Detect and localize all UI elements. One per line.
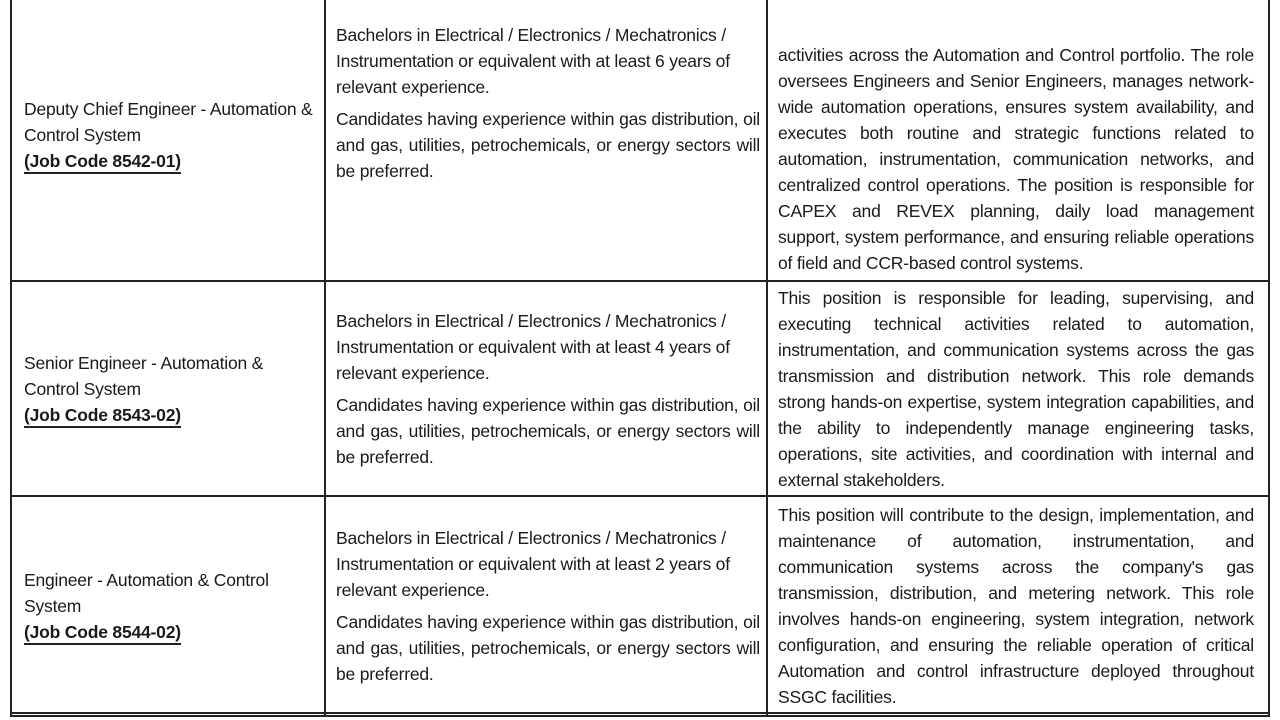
position-cell — [11, 0, 325, 281]
qualification-text: Bachelors in Electrical / Electronics / Mechatronics / Instrumentation or equivalent with at least 6 years of relevant experience. — [336, 25, 730, 97]
job-code: (Job Code 8544-02) — [24, 621, 181, 645]
position-title: Engineer - Automation & Control System — [24, 570, 269, 616]
job-table — [10, 0, 1270, 717]
position-cell — [11, 496, 325, 716]
job-code: (Job Code 8543-02) — [24, 404, 181, 428]
preference-text: Candidates having experience within gas distribution, oil and gas, utilities, petrochemicals, or energy sectors will be preferred. — [336, 109, 760, 181]
preference-text: Candidates having experience within gas distribution, oil and gas, utilities, petrochemicals, or energy sectors will be preferred. — [336, 394, 760, 467]
qualification-text: Bachelors in Electrical / Electronics / Mechatronics / Instrumentation or equivalent with at least 2 years of relevant experience. — [336, 528, 730, 600]
position-cell — [11, 281, 325, 496]
qualification-cell — [325, 281, 767, 496]
position-title: Deputy Chief Engineer - Automation & Control System — [24, 99, 313, 145]
table-row — [11, 0, 1269, 281]
position-title: Senior Engineer - Automation & Control System — [24, 352, 264, 399]
table-row — [11, 496, 1269, 716]
description-cell — [767, 496, 1269, 716]
qualification-cell — [325, 0, 767, 281]
job-code: (Job Code 8542-01) — [24, 150, 181, 174]
job-description: This position is responsible for leading, supervising, and executing technical activities related to automation, instrumentation, and communication systems across the gas transmission and distribution network. This role demands strong hands-on expertise, system integration capabilities, and the ability to independently manage engineering tasks, operations, site activities, and coordination with internal and external stakeholders. — [778, 287, 1254, 490]
description-cell — [767, 281, 1269, 496]
qualification-text: Bachelors in Electrical / Electronics / Mechatronics / Instrumentation or equivalent with at least 4 years of relevant experience. — [336, 310, 730, 383]
description-cell — [767, 0, 1269, 281]
job-description: This position will contribute to the design, implementation, and maintenance of automation, instrumentation, and communication systems across the company's gas transmission, distribution, and metering network. This role involves hands-on engineering, system integration, network configuration, and ensuring the reliable operation of critical Automation and control infrastructure deployed throughout SSGC facilities. — [778, 505, 1254, 707]
preference-text: Candidates having experience within gas distribution, oil and gas, utilities, petrochemicals, or energy sectors will be preferred. — [336, 612, 760, 684]
table-row — [11, 281, 1269, 496]
qualification-cell — [325, 496, 767, 716]
table-bottom-divider — [10, 712, 1270, 714]
job-description: activities across the Automation and Control portfolio. The role oversees Engineers and Senior Engineers, manages network-wide automation operations, ensures system availability, and executes both routine and strategic functions related to automation, instrumentation, communication networks, and centralized control operations. The position is responsible for CAPEX and REVEX planning, daily load management support, system performance, and ensuring reliable operations of field and CCR-based control systems. — [778, 45, 1254, 273]
